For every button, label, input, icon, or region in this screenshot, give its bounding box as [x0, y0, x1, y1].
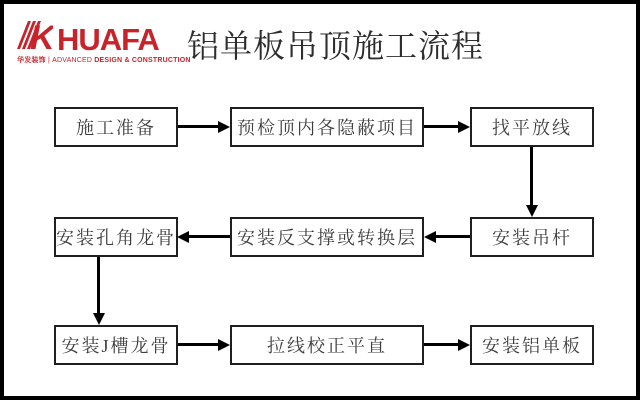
brand-tagline — [17, 57, 191, 65]
flow-node-install-alu-panel: 安装铝单板 — [470, 325, 594, 365]
svg-text:K: K — [30, 20, 53, 50]
flow-node-preinspect-hidden: 预检顶内各隐蔽项目 — [230, 107, 424, 147]
flow-node-install-hanger-rods: 安装吊杆 — [470, 217, 594, 257]
brand-tagline-cn: 华发装饰 — [17, 57, 46, 64]
flow-node-install-support: 安装反支撑或转换层 — [230, 217, 424, 257]
flow-node-construction-prep: 施工准备 — [54, 107, 178, 147]
page-title: 铝单板吊顶施工流程 — [187, 28, 485, 64]
brand-tagline-en-bold: DESIGN & CONSTRUCTION — [94, 57, 191, 64]
brand-name: HUAFA — [57, 22, 159, 57]
brand-logo — [17, 20, 191, 65]
flow-node-leveling-layout: 找平放线 — [470, 107, 594, 147]
brand-tagline-en-light: | ADVANCED — [47, 57, 95, 64]
huafa-striped-k-logo-icon — [17, 20, 53, 55]
flow-node-line-correction: 拉线校正平直 — [230, 325, 424, 365]
flow-node-install-corner-keel: 安装孔角龙骨 — [54, 217, 178, 257]
flow-node-install-j-keel: 安装J槽龙骨 — [54, 325, 178, 365]
